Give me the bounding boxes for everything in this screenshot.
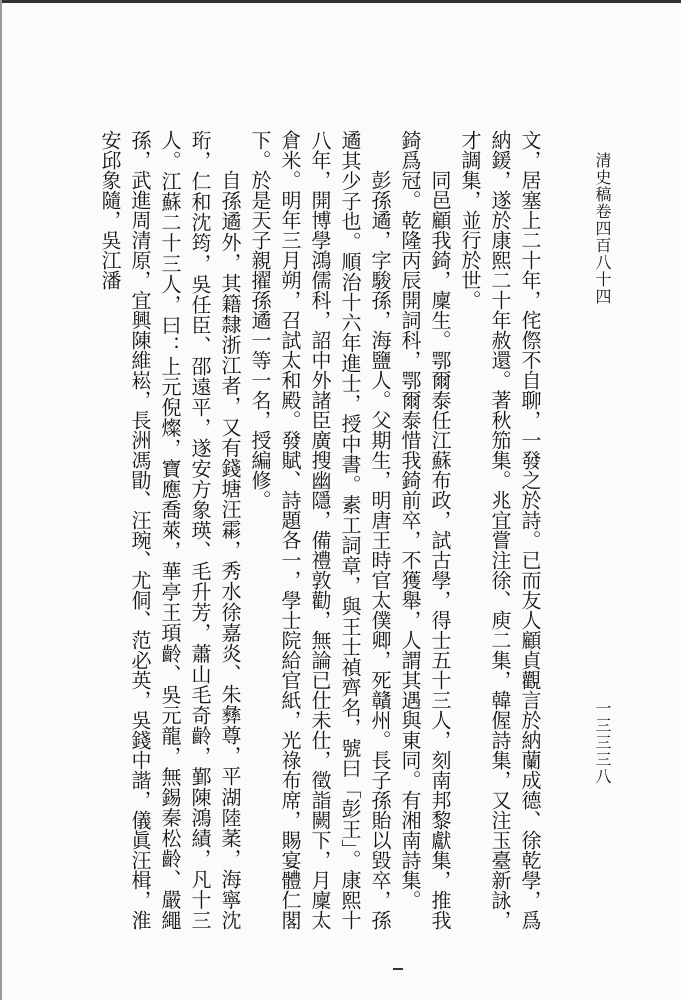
print-speck [393, 968, 403, 970]
page-number: 一三三三八 [593, 700, 612, 785]
body-text-columns [75, 130, 545, 930]
paragraph-4: 自孫遹外，其籍隸浙江者，又有錢塘汪霦，秀水徐嘉炎、朱彝尊，平湖陸葇，海寧沈珩，仁和沈筠，吳任臣、邵遠平，遂安方象瑛、毛升芳，蕭山毛奇齡，鄞陳鴻績，凡十三人。江蘇二十三人，曰：上元倪燦，寶應喬萊，華亭王頊齡、吳元龍，無錫秦松齡、嚴繩孫，武進周清原，宜興陳維崧，長洲馮勖、汪琬、尤侗、范必英，吳錢中諧，儀眞汪楫，淮安邱象隨，吳江潘 [98, 130, 242, 930]
page-gutter-edge [0, 0, 2, 1000]
page-top-edge [0, 0, 681, 3]
paragraph-3: 彭孫遹，字駿孫，海鹽人。父期生，明唐王時官太僕卿，死贛州。長子孫貽以毀卒，孫遹其少子也。順治十六年進士，授中書。素工詞章，與王士禎齊名，號曰「彭王」。康熙十八年，開博學鴻儒科，詔中外諸臣廣搜幽隱，備禮敦勸，無論已仕未仕，徵詣闕下，月廩太倉米。明年三月朔，召試太和殿。發賦、詩題各一，學士院給官紙，光祿布席，賜宴體仁閣下。於是天子親擢孫遹一等一名，授編修。 [248, 130, 392, 930]
paragraph-1: 文，居塞上二十年，侘傺不自聊，一發之於詩。已而友人顧貞觀言於納蘭成德、徐乾學，爲納鍰，遂於康熙二十年赦還。著秋笳集。兆宜嘗注徐、庾二集，韓偓詩集，又注玉臺新詠，才調集，並行於世。 [458, 130, 542, 930]
paragraph-2: 同邑顧我錡，廩生。鄂爾泰任江蘇布政，試古學，得士五十三人，刻南邦黎獻集，推我錡爲冠。乾隆丙辰開詞科，鄂爾泰惜我錡前卒，不獲舉，人謂其遇與東同。有湘南詩集。 [398, 130, 452, 930]
running-header-title: 清史稿卷四百八十四 [593, 152, 612, 305]
